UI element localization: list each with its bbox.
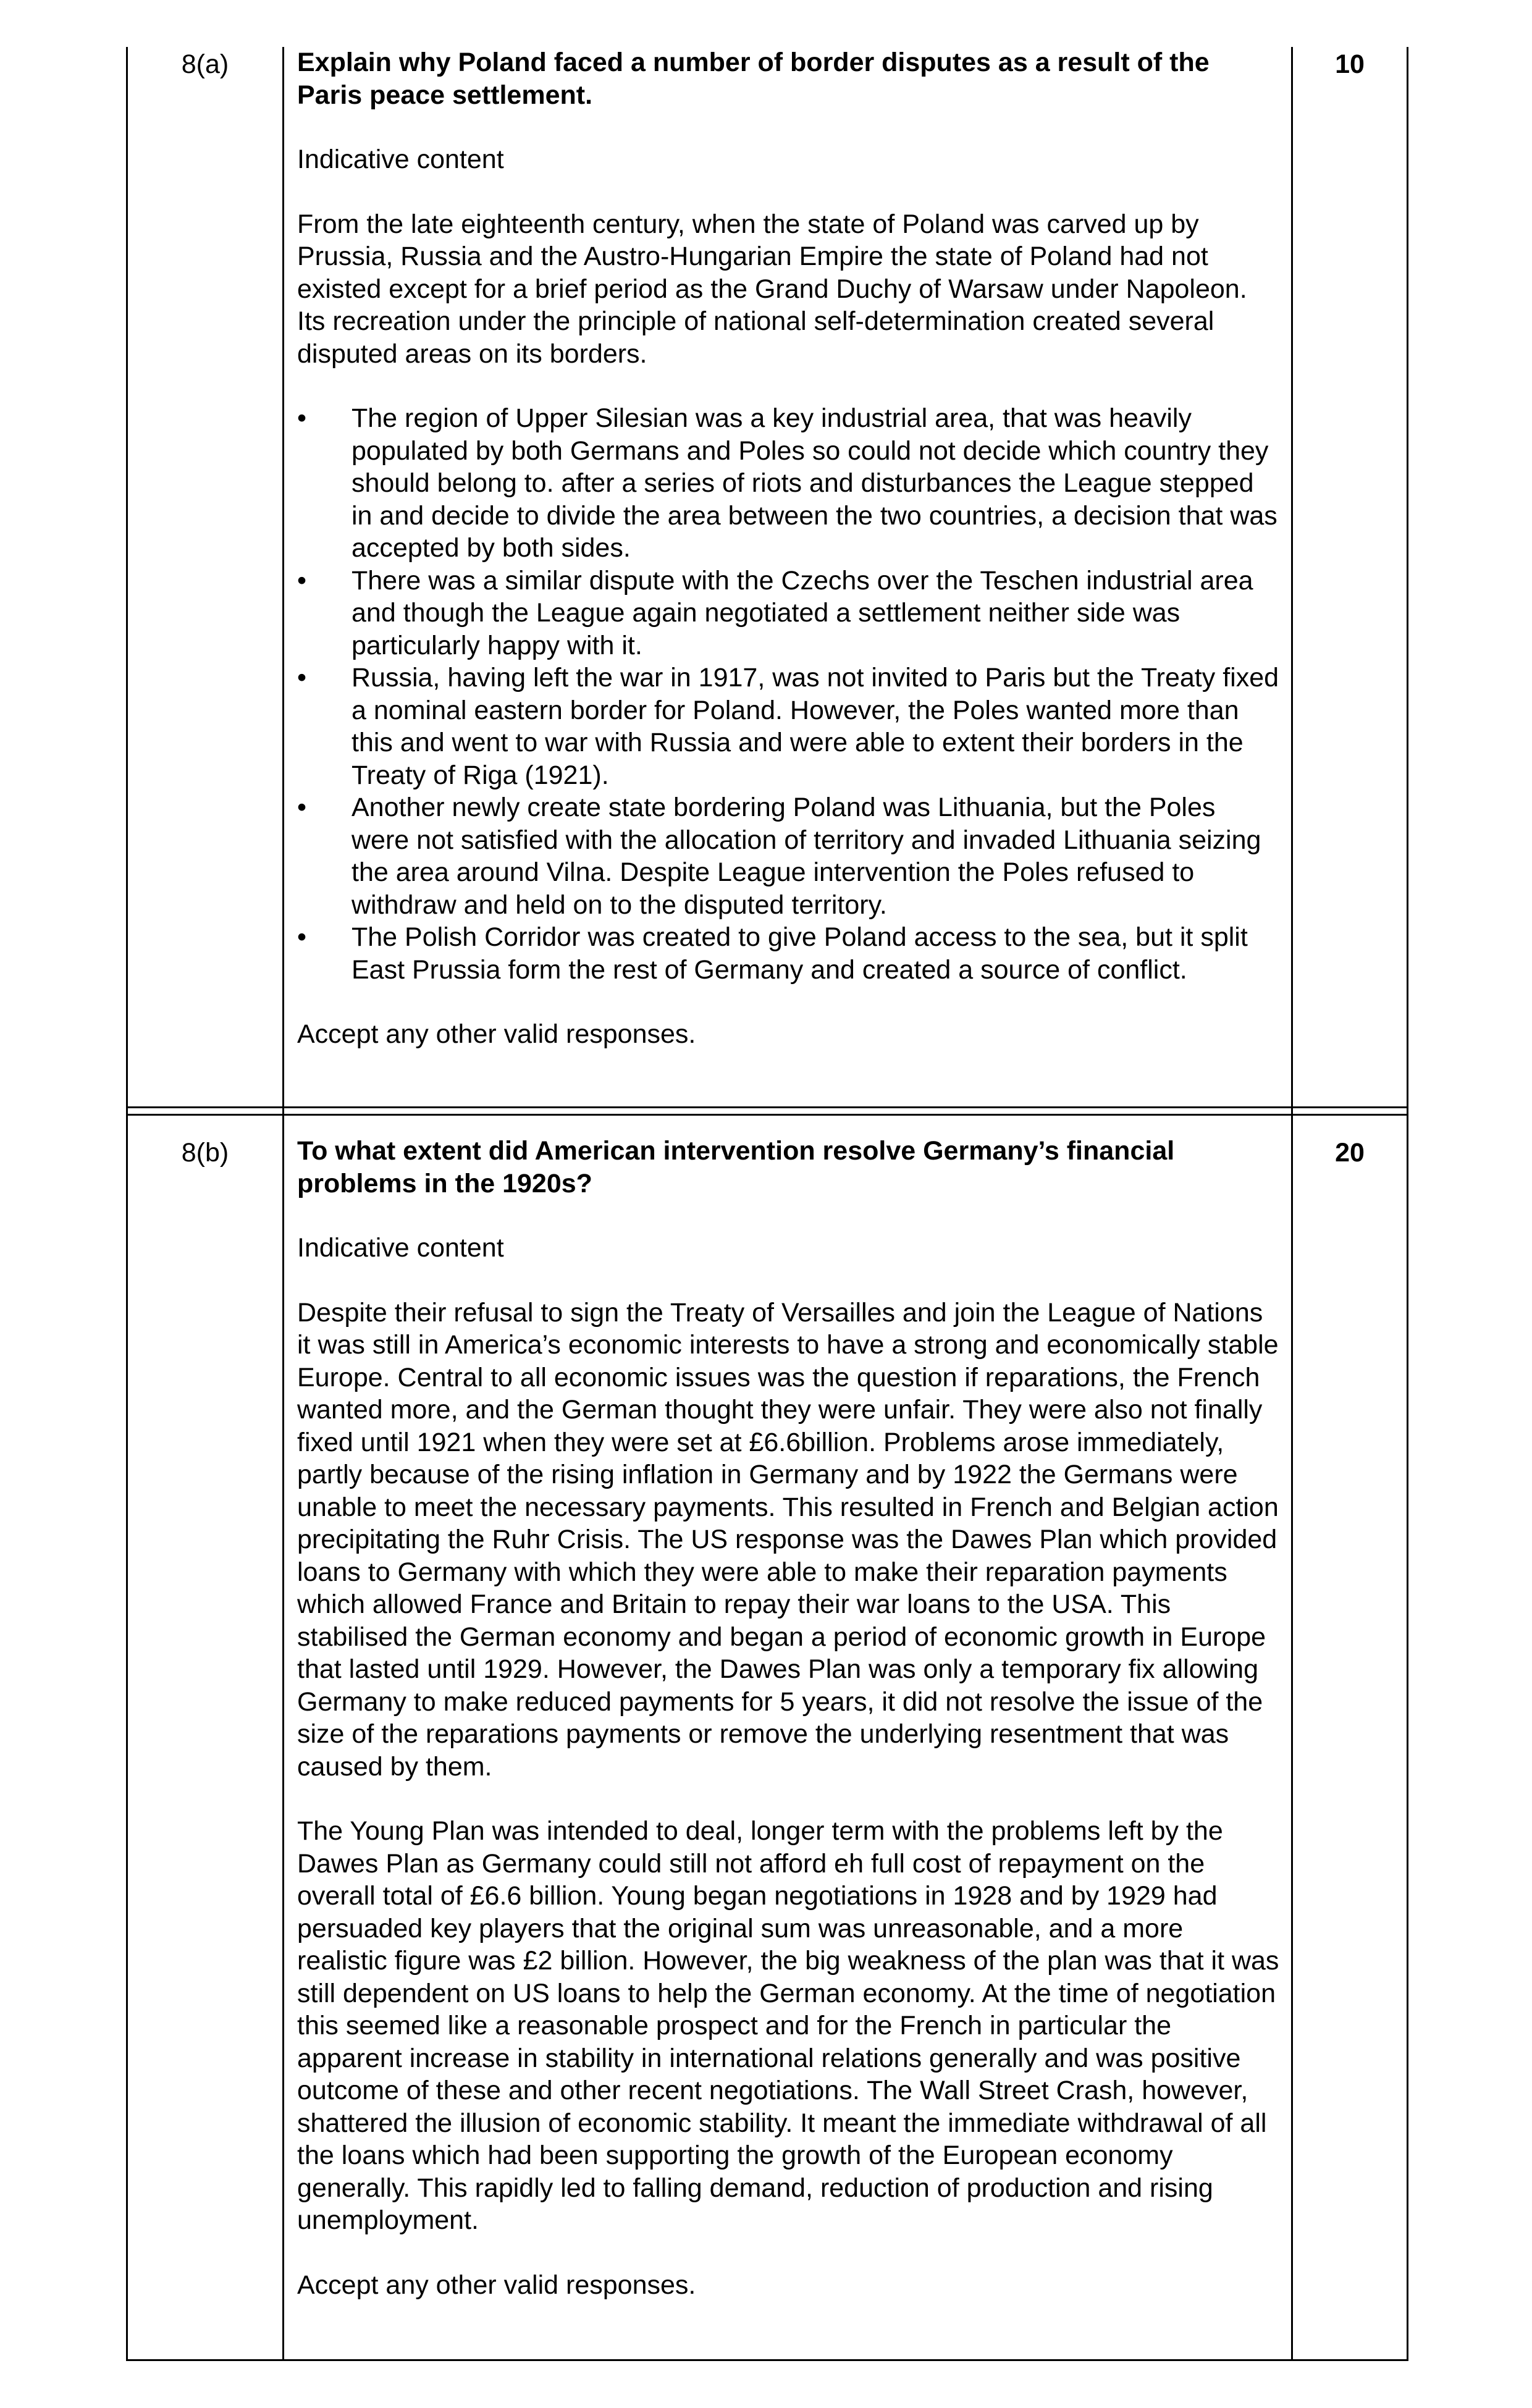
body-paragraph: The Young Plan was intended to deal, longer term with the problems left by the Dawes Plan as Germany could still not afford eh full cost of repayment on the overall total of £6.6 billion. Young began negotiations in 1928 and by 1929 had persuaded key players that the original sum was unreasonable, and a more realistic figure was £2 billion. However, the big weakness of the plan was that it was still dependent on US loans to help the German economy. At the time of negotiation this seemed like a reasonable prospect and for the French in particular the apparent increase in stability in international relations generally and was positive outcome of these and other recent negotiations. The Wall Street Crash, however, shattered the illusion of economic stability. It meant the immediate withdrawal of all the loans which had been supporting the growth of the European economy generally. This rapidly led to falling demand, reduction of production and rising unemployment. (297, 1816, 1279, 2235)
row-divider-top (126, 1106, 1408, 1108)
question-marks: 20 (1335, 1138, 1365, 1168)
question-marks: 10 (1335, 49, 1365, 79)
question-number: 8(a) (181, 49, 229, 79)
closing-note: Accept any other valid responses. (297, 2270, 696, 2300)
bullet-item: • The Polish Corridor was created to give Poland access to the sea, but it split East Prussia form the rest of Germany and created a source of conflict. (297, 921, 1279, 986)
answer-cell (297, 46, 1279, 1051)
column-divider-left (282, 47, 284, 2361)
bullet-item: • Another newly create state bordering Poland was Lithuania, but the Poles were not satisfied with the allocation of territory and invaded Lithuania seizing the area around Vilna. Despite League intervention the Poles refused to withdraw and held on to the disputed territory. (297, 791, 1279, 921)
bullet-item: • Russia, having left the war in 1917, was not invited to Paris but the Treaty fixed a nominal eastern border for Poland. However, the Poles wanted more than this and went to war with Russia and were able to extent their borders in the Treaty of Riga (1921). (297, 662, 1279, 791)
intro-paragraph: From the late eighteenth century, when the state of Poland was carved up by Prussia, Russia and the Austro-Hungarian Empire the state of Poland had not existed except for a brief period as the Grand Duchy of Warsaw under Napoleon. Its recreation under the principle of national self-determination created several disputed areas on its borders. (297, 209, 1247, 369)
question-text: Explain why Poland faced a number of border disputes as a result of the Paris peace settlement. (297, 48, 1210, 110)
bullet-list (297, 402, 1279, 986)
bullet-item: • There was a similar dispute with the Czechs over the Teschen industrial area and though the League again negotiated a settlement neither side was particularly happy with it. (297, 565, 1279, 662)
question-number: 8(b) (181, 1138, 229, 1168)
bullet-item: • The region of Upper Silesian was a key industrial area, that was heavily populated by both Germans and Poles so could not decide which country they should belong to. after a series of riots and disturbances the League stepped in and decide to divide the area between the two countries, a decision that was accepted by both sides. (297, 402, 1279, 565)
question-text: To what extent did American intervention resolve Germany’s financial problems in the 1920s? (297, 1136, 1175, 1198)
indicative-content-label: Indicative content (297, 145, 504, 174)
answer-cell (297, 1135, 1279, 2301)
indicative-content-label: Indicative content (297, 1233, 504, 1263)
closing-note: Accept any other valid responses. (297, 1019, 696, 1049)
body-paragraph: Despite their refusal to sign the Treaty of Versailles and join the League of Nations it was still in America’s economic interests to have a strong and economically stable Europe. Central to all economic issues was the question if reparations, the French wanted more, and the German thought they were unfair. They were also not finally fixed until 1921 when they were set at £6.6billion. Problems arose immediately, partly because of the rising inflation in Germany and by 1922 the Germans were unable to meet the necessary payments. This resulted in French and Belgian action precipitating the Ruhr Crisis. The US response was the Dawes Plan which provided loans to Germany with which they were able to make their reparation payments which allowed France and Britain to repay their war loans to the USA. This stabilised the German economy and began a period of economic growth in Europe that lasted until 1929. However, the Dawes Plan was only a temporary fix allowing Germany to make reduced payments for 5 years, it did not resolve the issue of the size of the reparations payments or remove the underlying resentment that was caused by them. (297, 1297, 1279, 1782)
row-divider-bottom (126, 1114, 1408, 1116)
column-divider-right (1291, 47, 1293, 2361)
